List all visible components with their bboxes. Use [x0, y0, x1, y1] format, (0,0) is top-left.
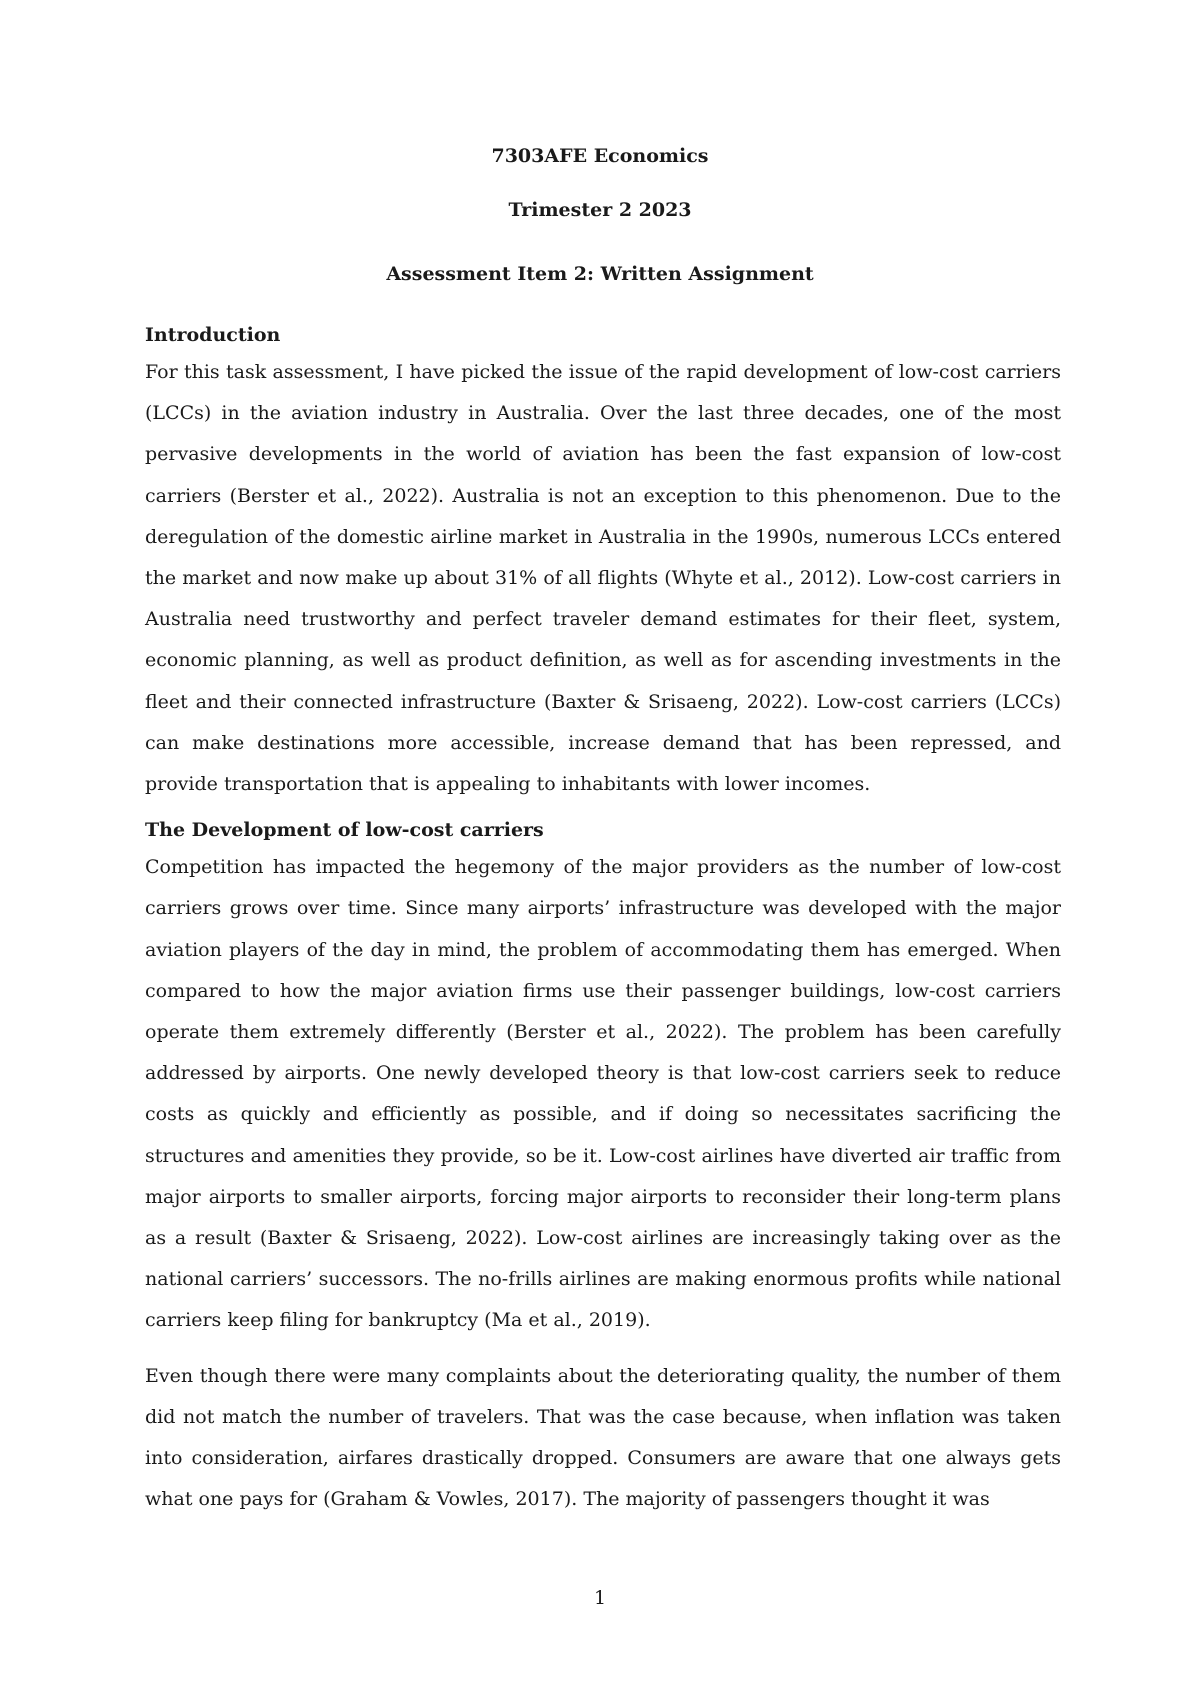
- introduction-paragraph: For this task assessment, I have picked the issue of the rapid development of low-cost carriers (LCCs) in the aviation industry in Australia. Over the last three decades, one of the most pervasive developments in the world of aviation has been the fast expansion of low-cost carriers (Berster et al., 2022). Australia is not an exception to this phenomenon. Due to the deregulation of the domestic airline market in Australia in the 1990s, numerous LCCs entered the market and now make up about 31% of all flights (Whyte et al., 2012). Low-cost carriers in Australia need trustworthy and perfect traveler demand estimates for their fleet, system, economic planning, as well as product definition, as well as for ascending investments in the fleet and their connected infrastructure (Baxter & Srisaeng, 2022). Low-cost carriers (LCCs) can make destinations more accessible, increase demand that has been repressed, and provide transportation that is appealing to inhabitants with lower incomes.: [145, 361, 1061, 796]
- introduction-heading: Introduction: [145, 324, 281, 346]
- document-body: [145, 322, 1061, 1520]
- quality-paragraph: Even though there were many complaints about the deteriorating quality, the number of them did not match the number of travelers. That was the case because, when inflation was taken into consideration, airfares drastically dropped. Consumers are aware that one always gets what one pays for (Graham & Vowles, 2017). The majority of passengers thought it was: [145, 1364, 1061, 1511]
- page-number: 1: [593, 1587, 607, 1609]
- development-heading: The Development of low-cost carriers: [145, 819, 544, 842]
- assessment-title: Assessment Item 2: Written Assignment: [386, 263, 814, 285]
- development-paragraph: Competition has impacted the hegemony of the major providers as the number of low-cost carriers grows over time. Since many airports’ infrastructure was developed with the major aviation players of the day in mind, the problem of accommodating them has emerged. When compared to how the major aviation firms use their passenger buildings, low-cost carriers operate them extremely differently (Berster et al., 2022). The problem has been carefully addressed by airports. One newly developed theory is that low-cost carriers seek to reduce costs as quickly and efficiently as possible, and if doing so necessitates sacrificing the structures and amenities they provide, so be it. Low-cost airlines have diverted air traffic from major airports to smaller airports, forcing major airports to reconsider their long-term plans as a result (Baxter & Srisaeng, 2022). Low-cost airlines are increasingly taking over as the national carriers’ successors. The no-frills airlines are making enormous profits while national carriers keep filing for bankruptcy (Ma et al., 2019).: [145, 856, 1061, 1332]
- term-title: Trimester 2 2023: [508, 199, 692, 221]
- course-title: 7303AFE Economics: [491, 145, 709, 167]
